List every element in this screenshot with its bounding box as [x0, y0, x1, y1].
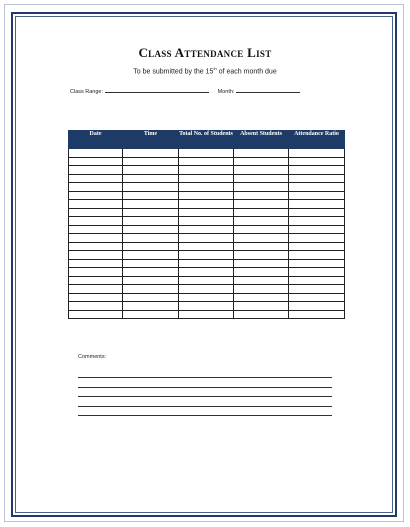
table-cell[interactable]: [234, 208, 289, 217]
table-cell[interactable]: [123, 259, 179, 268]
table-row: [69, 276, 345, 285]
table-cell[interactable]: [289, 293, 345, 302]
table-cell[interactable]: [234, 268, 289, 277]
table-cell[interactable]: [123, 149, 179, 158]
table-row: [69, 293, 345, 302]
table-cell[interactable]: [123, 157, 179, 166]
table-cell[interactable]: [289, 157, 345, 166]
table-row: [69, 217, 345, 226]
table-cell[interactable]: [69, 200, 123, 209]
table-row: [69, 302, 345, 311]
header-attendance-ratio: Attendance Ratio: [289, 131, 345, 149]
table-row: [69, 268, 345, 277]
table-cell[interactable]: [289, 251, 345, 260]
table-cell[interactable]: [234, 310, 289, 319]
table-cell[interactable]: [123, 251, 179, 260]
comment-line[interactable]: [78, 415, 332, 416]
table-cell[interactable]: [289, 302, 345, 311]
table-row: [69, 259, 345, 268]
table-cell[interactable]: [234, 242, 289, 251]
table-row: [69, 149, 345, 158]
table-body: [69, 149, 345, 319]
table-cell[interactable]: [234, 200, 289, 209]
table-cell[interactable]: [179, 174, 234, 183]
table-cell[interactable]: [234, 174, 289, 183]
table-cell[interactable]: [234, 225, 289, 234]
table-row: [69, 200, 345, 209]
table-cell[interactable]: [289, 259, 345, 268]
table-cell[interactable]: [234, 234, 289, 243]
table-cell[interactable]: [179, 293, 234, 302]
month-blank[interactable]: [236, 92, 300, 93]
subtitle-text-before: To be submitted by the 15: [133, 68, 214, 76]
table-cell[interactable]: [179, 183, 234, 192]
table-cell[interactable]: [289, 183, 345, 192]
table-cell[interactable]: [289, 208, 345, 217]
table-cell[interactable]: [69, 293, 123, 302]
table-row: [69, 310, 345, 319]
table-cell[interactable]: [289, 200, 345, 209]
table-cell[interactable]: [69, 174, 123, 183]
table-cell[interactable]: [234, 191, 289, 200]
class-range-label: Class Range:: [70, 89, 104, 95]
table-cell[interactable]: [69, 217, 123, 226]
header-absent-students: Absent Students: [234, 131, 289, 149]
table-row: [69, 174, 345, 183]
table-cell[interactable]: [69, 276, 123, 285]
table-cell[interactable]: [123, 225, 179, 234]
table-cell[interactable]: [179, 149, 234, 158]
table-cell[interactable]: [179, 208, 234, 217]
table-cell[interactable]: [69, 157, 123, 166]
month-label: Month:: [217, 89, 235, 95]
table-cell[interactable]: [179, 242, 234, 251]
table-cell[interactable]: [69, 302, 123, 311]
table-cell[interactable]: [179, 166, 234, 175]
table-cell[interactable]: [289, 225, 345, 234]
table-cell[interactable]: [123, 276, 179, 285]
subtitle-text-after: of each month due: [216, 68, 277, 76]
table-cell[interactable]: [123, 234, 179, 243]
table-cell[interactable]: [234, 276, 289, 285]
comments-label: Comments:: [78, 354, 107, 360]
table-cell[interactable]: [289, 310, 345, 319]
header-date: Date: [69, 131, 123, 149]
table-cell[interactable]: [289, 242, 345, 251]
table-cell[interactable]: [123, 191, 179, 200]
table-cell[interactable]: [234, 217, 289, 226]
table-row: [69, 191, 345, 200]
table-cell[interactable]: [69, 166, 123, 175]
header-fields: [70, 89, 300, 95]
table-cell[interactable]: [69, 259, 123, 268]
form-title: Class Attendance List: [138, 45, 272, 60]
header-time: Time: [123, 131, 179, 149]
table-cell[interactable]: [179, 157, 234, 166]
comment-line[interactable]: [78, 406, 332, 407]
table-row: [69, 285, 345, 294]
table-cell[interactable]: [179, 268, 234, 277]
table-row: [69, 242, 345, 251]
table-cell[interactable]: [123, 310, 179, 319]
table-cell[interactable]: [179, 276, 234, 285]
table-cell[interactable]: [179, 217, 234, 226]
table-cell[interactable]: [234, 302, 289, 311]
table-cell[interactable]: [234, 293, 289, 302]
table-cell[interactable]: [123, 200, 179, 209]
table-cell[interactable]: [123, 268, 179, 277]
subtitle-superscript: th: [213, 66, 217, 71]
table-cell[interactable]: [123, 217, 179, 226]
table-cell[interactable]: [289, 217, 345, 226]
comment-line[interactable]: [78, 387, 332, 388]
table-cell[interactable]: [234, 251, 289, 260]
table-cell[interactable]: [234, 285, 289, 294]
table-cell[interactable]: [179, 251, 234, 260]
table-cell[interactable]: [234, 157, 289, 166]
table-cell[interactable]: [289, 268, 345, 277]
table-cell[interactable]: [69, 268, 123, 277]
table-cell[interactable]: [234, 183, 289, 192]
table-cell[interactable]: [234, 259, 289, 268]
class-range-blank[interactable]: [105, 92, 209, 93]
table-cell[interactable]: [179, 259, 234, 268]
table-cell[interactable]: [289, 285, 345, 294]
table-row: [69, 251, 345, 260]
table-cell[interactable]: [69, 149, 123, 158]
table-cell[interactable]: [123, 242, 179, 251]
table-row: [69, 166, 345, 175]
table-cell[interactable]: [289, 276, 345, 285]
attendance-table: [68, 130, 345, 319]
table-cell[interactable]: [69, 251, 123, 260]
table-cell[interactable]: [69, 183, 123, 192]
table-row: [69, 183, 345, 192]
table-cell[interactable]: [123, 302, 179, 311]
comment-line[interactable]: [78, 377, 332, 378]
table-cell[interactable]: [123, 174, 179, 183]
table-cell[interactable]: [123, 183, 179, 192]
table-row: [69, 157, 345, 166]
table-cell[interactable]: [289, 149, 345, 158]
table-cell[interactable]: [179, 310, 234, 319]
table-cell[interactable]: [69, 285, 123, 294]
table-cell[interactable]: [123, 208, 179, 217]
table-cell[interactable]: [179, 200, 234, 209]
table-cell[interactable]: [69, 191, 123, 200]
table-cell[interactable]: [179, 234, 234, 243]
table-cell[interactable]: [123, 293, 179, 302]
table-cell[interactable]: [69, 225, 123, 234]
table-cell[interactable]: [234, 149, 289, 158]
table-cell[interactable]: [123, 166, 179, 175]
table-cell[interactable]: [289, 234, 345, 243]
table-row: [69, 208, 345, 217]
table-cell[interactable]: [69, 234, 123, 243]
table-header-row: [69, 131, 345, 149]
comment-line[interactable]: [78, 396, 332, 397]
table-cell[interactable]: [123, 285, 179, 294]
table-cell[interactable]: [69, 208, 123, 217]
table-cell[interactable]: [289, 191, 345, 200]
table-cell[interactable]: [179, 191, 234, 200]
table-row: [69, 234, 345, 243]
table-cell[interactable]: [289, 174, 345, 183]
table-cell[interactable]: [69, 310, 123, 319]
table-cell[interactable]: [234, 166, 289, 175]
table-cell[interactable]: [179, 285, 234, 294]
header-total-students: Total No. of Students: [179, 131, 234, 149]
table-cell[interactable]: [289, 166, 345, 175]
table-cell[interactable]: [179, 225, 234, 234]
form-subtitle: [0, 66, 410, 75]
table-cell[interactable]: [69, 242, 123, 251]
table-row: [69, 225, 345, 234]
table-cell[interactable]: [179, 302, 234, 311]
